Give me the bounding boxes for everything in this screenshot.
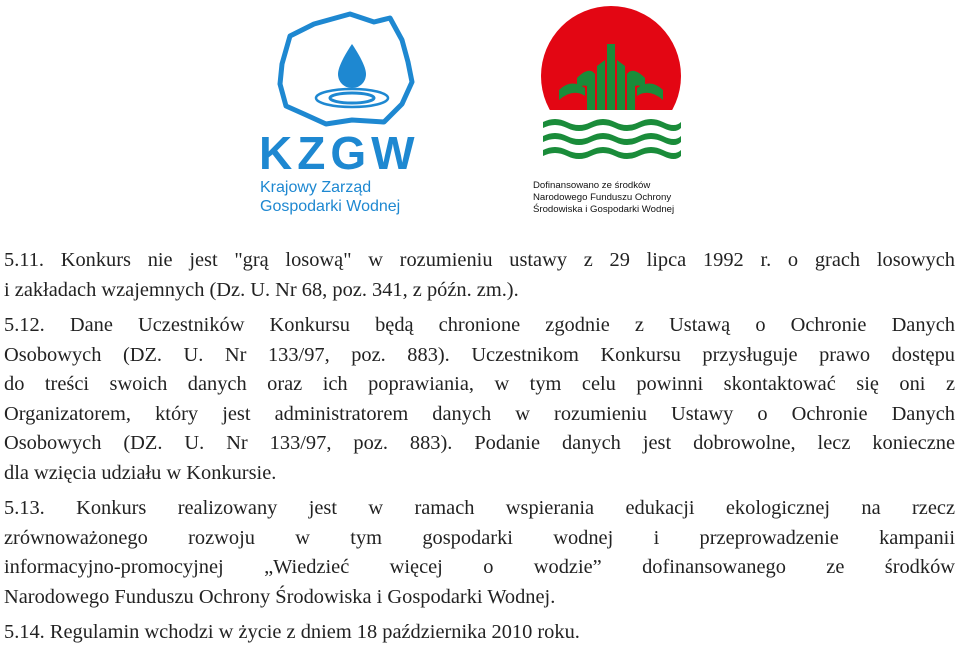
text-line: 5.13. Konkurs realizowany jest w ramach wspierania edukacji ekologicznej na rzecz [4,497,955,519]
regulation-text [4,246,955,654]
tree-sun-emblem-icon [525,4,695,174]
paragraph-5-11 [4,246,955,305]
text-line: Narodowego Funduszu Ochrony Środowiska i Gospodarki Wodnej. [4,585,556,608]
text-line: 5.14. Regulamin wchodzi w życie z dniem 18 października 2010 roku. [4,621,580,643]
poland-map-water-drop-icon [252,10,427,130]
paragraph-5-12 [4,311,955,488]
text-line: Organizatorem, który jest administratorem danych w rozumieniu Ustawy o Ochronie Danych [4,402,955,425]
text-line: Osobowych (DZ. U. Nr 133/97, poz. 883). Podanie danych jest dobrowolne, lecz konieczne [4,432,955,454]
paragraph-5-13 [4,494,955,612]
kzgw-full-name [260,178,400,216]
text-line: 5.11. Konkurs nie jest "grą losową" w rozumieniu ustawy z 29 lipca 1992 r. o grach losowych [4,249,955,271]
text-line: 5.12. Dane Uczestników Konkursu będą chronione zgodnie z Ustawą o Ochronie Danych [4,314,955,336]
kzgw-name-line: Gospodarki Wodnej [260,198,401,215]
nfosigw-caption [533,180,683,216]
text-line: zrównoważonego rozwoju w tym gospodarki wodnej i przeprowadzenie kampanii [4,526,955,549]
nfosigw-caption-line: Środowiska i Gospodarki Wodnej [533,204,675,215]
text-line: informacyjno-promocyjnej „Wiedzieć więcej o wodzie” dofinansowanego ze środków [4,556,955,578]
kzgw-name-line: Krajowy Zarząd [260,179,372,196]
text-line: Osobowych (DZ. U. Nr 133/97, poz. 883). Uczestnikom Konkursu przysługuje prawo dostępu [4,343,955,366]
paragraph-5-14 [4,618,955,648]
nfosigw-caption-line: Narodowego Funduszu Ochrony [533,192,672,203]
text-line: i zakładach wzajemnych (Dz. U. Nr 68, poz. 341, z późn. zm.). [4,278,519,301]
kzgw-logo [252,10,427,220]
text-line: do treści swoich danych oraz ich poprawiania, w tym celu powinni skontaktować się oni z [4,373,955,395]
nfosigw-caption-line: Dofinansowano ze środków [533,180,651,191]
kzgw-acronym: KZGW [259,127,420,179]
text-line: dla wzięcia udziału w Konkursie. [4,461,277,484]
nfosigw-logo [525,4,695,224]
